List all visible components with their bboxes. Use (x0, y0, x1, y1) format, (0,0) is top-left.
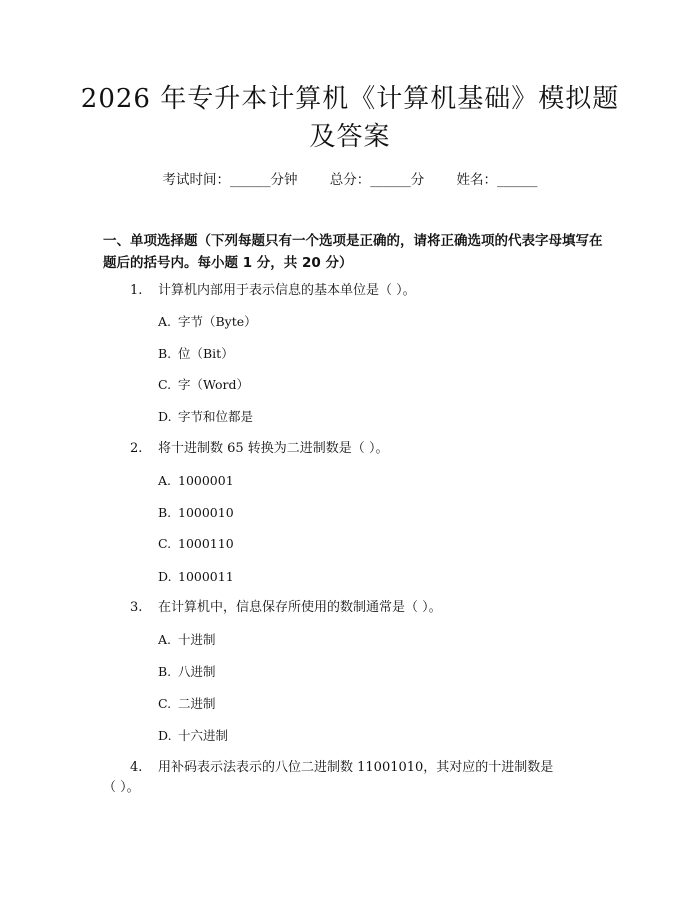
option-text: 字节和位都是 (178, 409, 254, 424)
option-letter: B. (158, 346, 172, 361)
option-text: 1000110 (178, 536, 234, 551)
question-number: 4. (130, 760, 143, 775)
option-text: 字节（Byte） (178, 314, 257, 329)
exam-info (0, 168, 700, 188)
question-text-line-2: （ ）。 (103, 780, 140, 795)
question-text-line-1: 用补码表示法表示的八位二进制数 11001010，其对应的十进制数是 (158, 760, 554, 775)
option-3a (158, 630, 216, 650)
option-letter: B. (158, 664, 172, 679)
option-letter: A. (158, 314, 172, 329)
option-text: 1000011 (178, 569, 234, 584)
title-line-2: 及答案 (309, 122, 391, 152)
option-letter: B. (158, 505, 172, 520)
option-text: 二进制 (178, 696, 216, 711)
option-2a (158, 471, 234, 491)
option-text: 位（Bit） (178, 346, 234, 361)
question-text: 在计算机中，信息保存所使用的数制通常是（ ）。 (158, 600, 442, 615)
option-text: 1000001 (178, 473, 234, 488)
question-1 (130, 280, 416, 302)
option-3d (158, 726, 228, 746)
option-text: 十进制 (178, 632, 216, 647)
option-1d (158, 407, 253, 427)
question-3 (130, 597, 442, 619)
option-letter: C. (158, 536, 172, 551)
exam-time-field: 考试时间：______分钟 (162, 172, 298, 188)
option-letter: D. (158, 409, 172, 424)
option-1b (158, 344, 234, 364)
option-1c (158, 375, 249, 395)
page-title (60, 80, 640, 156)
option-letter: D. (158, 728, 172, 743)
question-4 (130, 757, 553, 779)
title-line-1: 2026 年专升本计算机《计算机基础》模拟题 (80, 84, 620, 114)
question-number: 1. (130, 283, 143, 298)
exam-score-field: 总分：______分 (329, 172, 425, 188)
option-letter: A. (158, 473, 172, 488)
question-2 (130, 438, 388, 460)
option-text: 八进制 (178, 664, 216, 679)
option-3b (158, 662, 216, 682)
question-text: 将十进制数 65 转换为二进制数是（ ）。 (158, 441, 389, 456)
question-number: 2. (130, 441, 143, 456)
section-heading: 一、单项选择题（下列每题只有一个选项是正确的，请将正确选项的代表字母填写在题后的括号内。每小题 1 分，共 20 分） (103, 233, 603, 271)
option-letter: D. (158, 569, 172, 584)
question-number: 3. (130, 600, 143, 615)
option-1a (158, 312, 257, 332)
option-text: 十六进制 (178, 728, 229, 743)
option-letter: C. (158, 696, 172, 711)
option-2c (158, 534, 234, 554)
option-letter: A. (158, 632, 172, 647)
option-text: 字（Word） (178, 377, 250, 392)
option-text: 1000010 (178, 505, 234, 520)
option-2b (158, 503, 234, 523)
question-text: 计算机内部用于表示信息的基本单位是（ ）。 (158, 283, 416, 298)
option-2d (158, 567, 234, 587)
exam-name-field: 姓名：______ (456, 172, 538, 188)
option-letter: C. (158, 377, 172, 392)
option-3c (158, 694, 216, 714)
question-4-continuation (103, 777, 140, 799)
